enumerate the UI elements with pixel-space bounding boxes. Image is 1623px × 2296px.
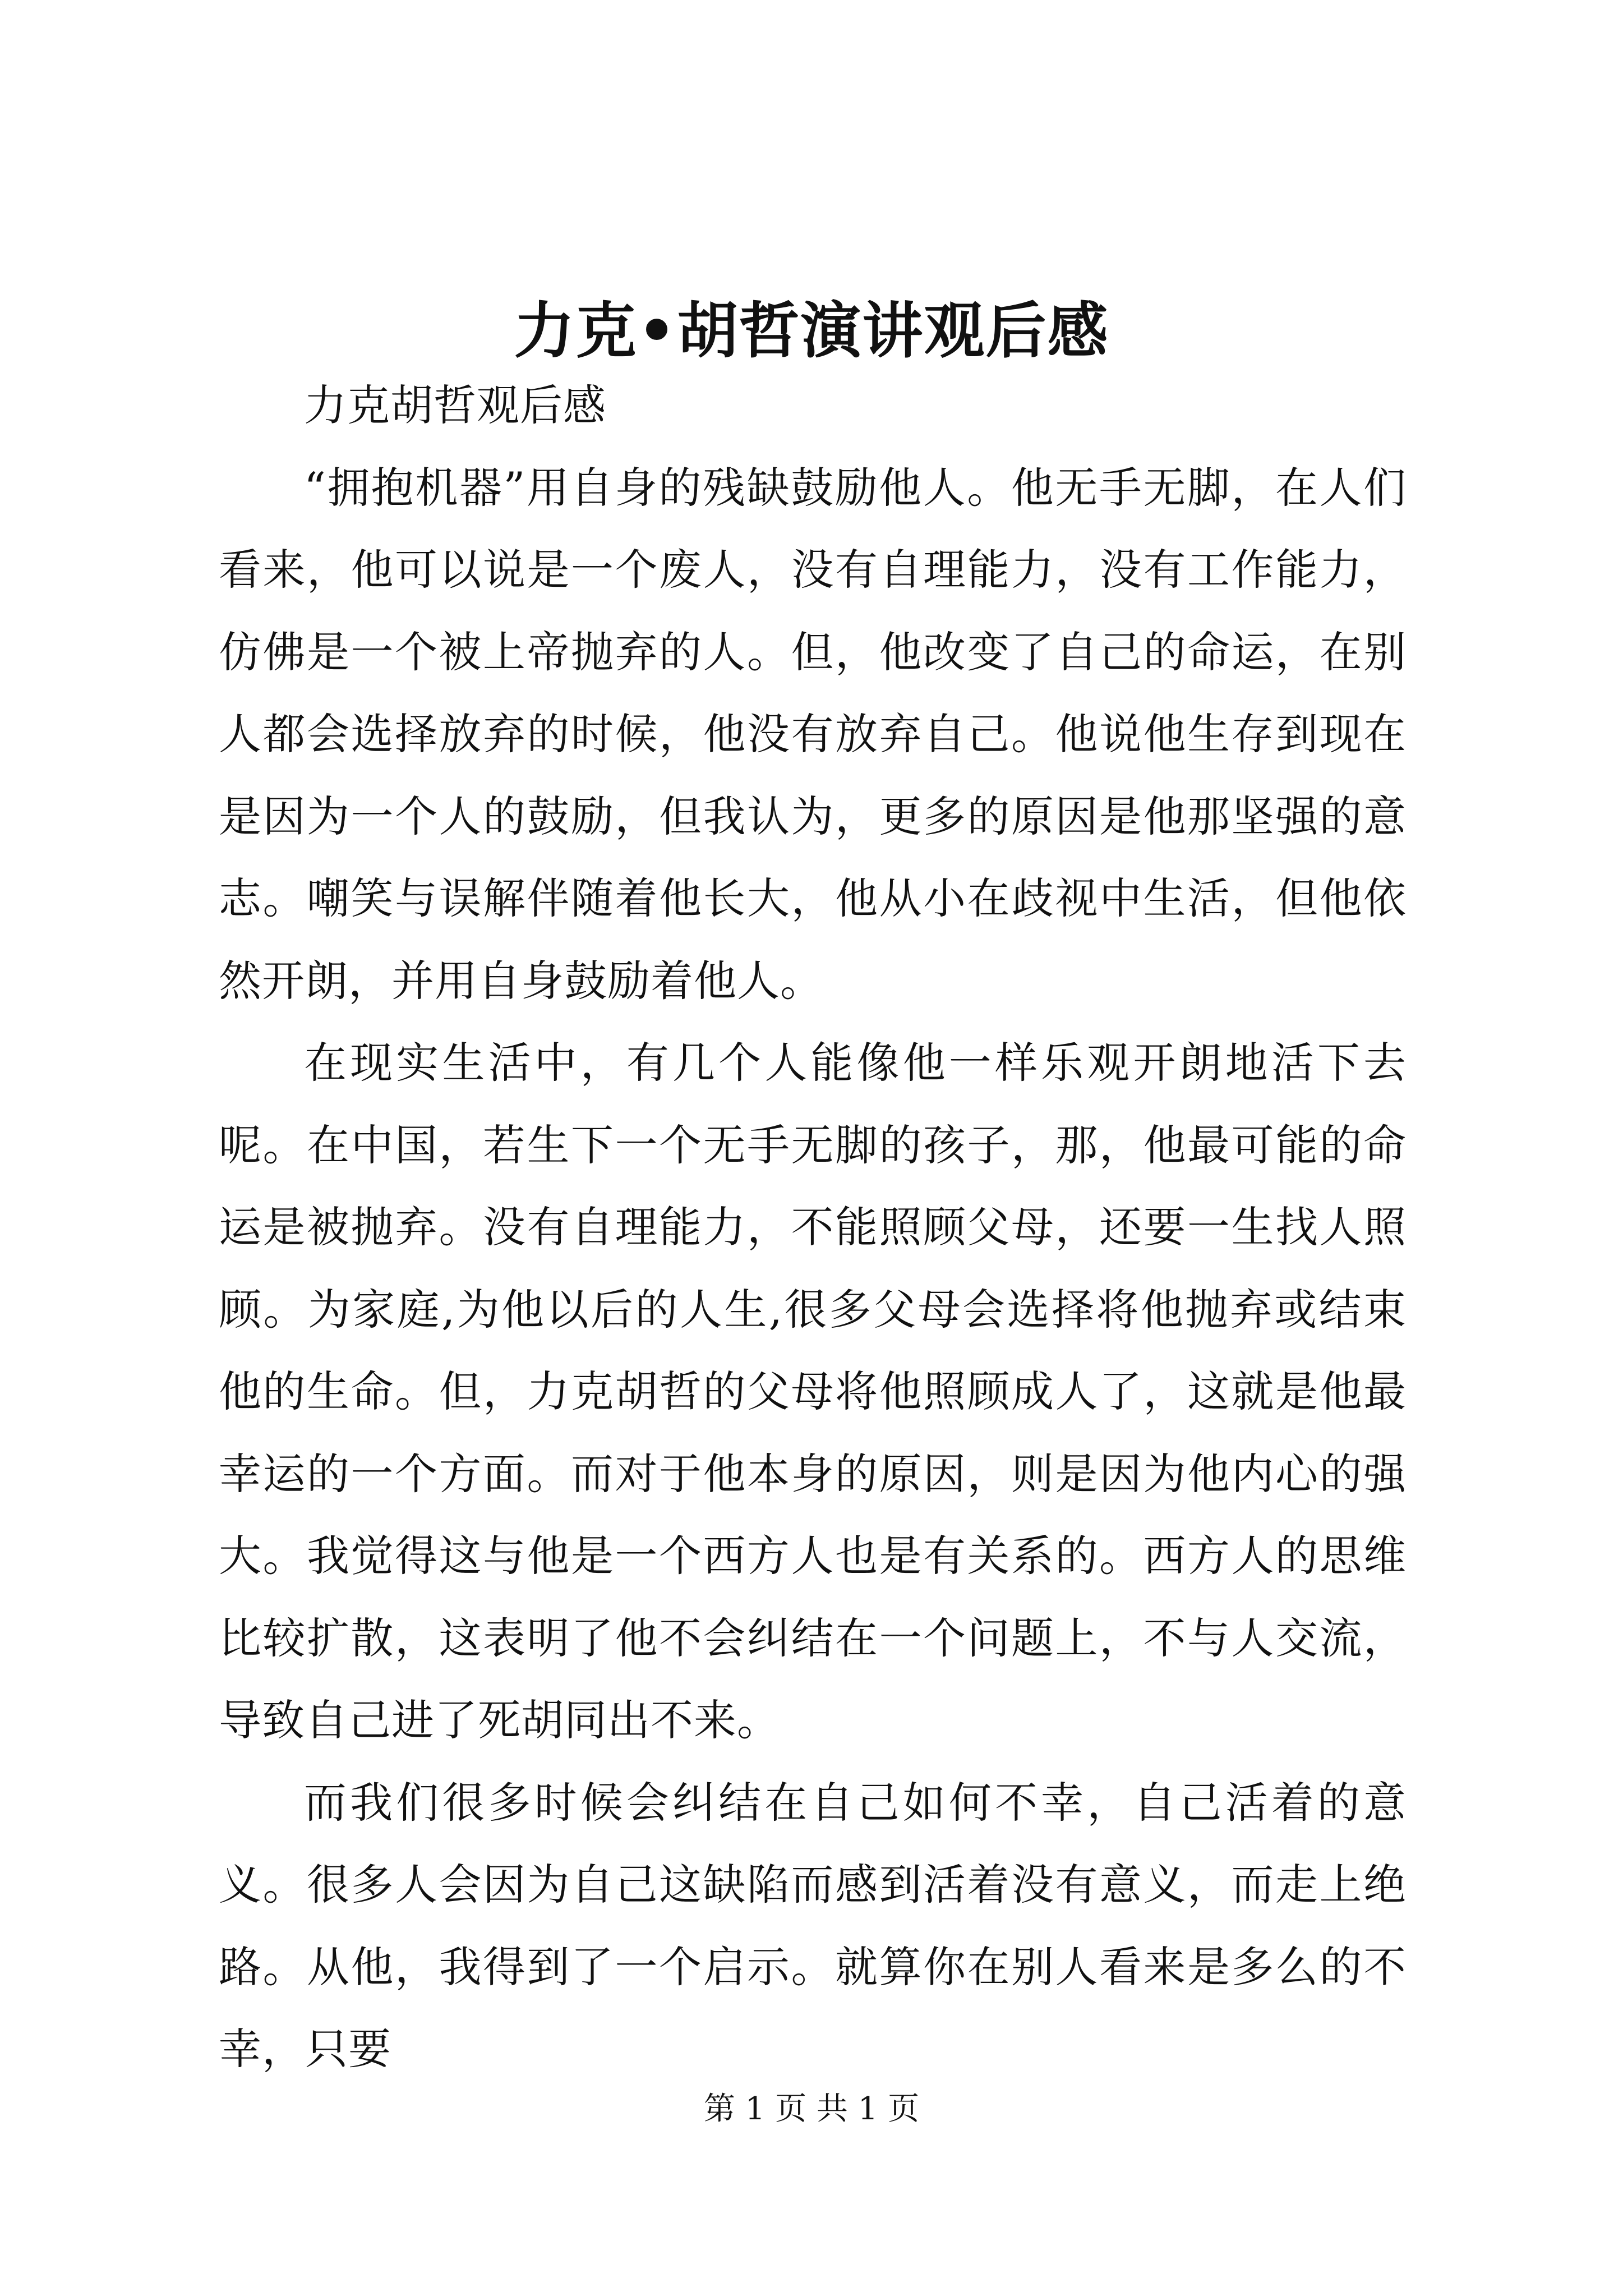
paragraph-2: 在现实生活中，有几个人能像他一样乐观开朗地活下去呢。在中国，若生下一个无手无脚的孩子，那，他最可能的命运是被抛弃。没有自理能力，不能照顾父母，还要一生找人照顾。为家庭,为他以后的人生,很多父母会选择将他抛弃或结束他的生命。但，力克胡哲的父母将他照顾成人了，这就是他最幸运的一个方面。而对于他本身的原因，则是因为他内心的强大。我觉得这与他是一个西方人也是有关系的。西方人的思维比较扩散，这表明了他不会纠结在一个问题上，不与人交流，导致自己进了死胡同出不来。 [219, 1038, 1407, 1745]
page-footer: 第 1 页 共 1 页 [703, 2091, 920, 2127]
document-title: 力克•胡哲演讲观后感 [514, 296, 1109, 366]
document-body [219, 365, 1407, 2091]
paragraph-subtitle: 力克胡哲观后感 [304, 380, 606, 430]
paragraph-1: “拥抱机器”用自身的残缺鼓励他人。他无手无脚，在人们看来，他可以说是一个废人，没有自理能力，没有工作能力，仿佛是一个被上帝抛弃的人。但，他改变了自己的命运，在别人都会选择放弃的时候，他没有放弃自己。他说他生存到现在是因为一个人的鼓励，但我认为，更多的原因是他那坚强的意志。嘲笑与误解伴随着他长大，他从小在歧视中生活，但他依然开朗，并用自身鼓励着他人。 [219, 462, 1407, 1006]
paragraph-3: 而我们很多时候会纠结在自己如何不幸，自己活着的意义。很多人会因为自己这缺陷而感到活着没有意义，而走上绝路。从他，我得到了一个启示。就算你在别人看来是多么的不幸，只要 [219, 1777, 1407, 2074]
